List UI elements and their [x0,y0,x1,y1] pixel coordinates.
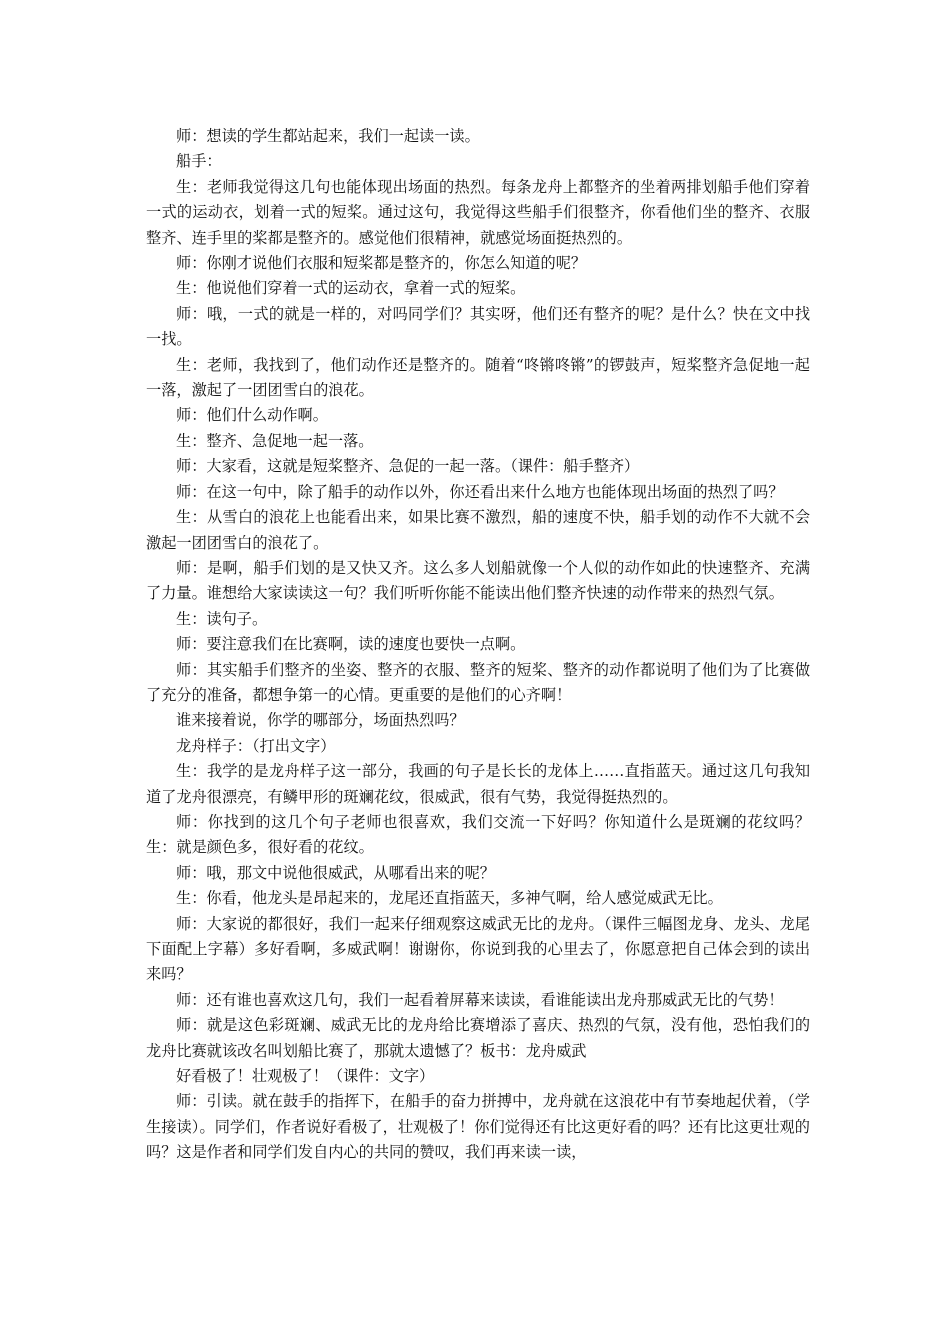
paragraph: 师：大家说的都很好，我们一起来仔细观察这威武无比的龙舟。（课件三幅图龙身、龙头、龙尾下面配上字幕）多好看啊，多威武啊！谢谢你，你说到我的心里去了，你愿意把自己体会到的读出来吗？ [146,914,810,984]
paragraph: 师：引读。就在鼓手的指挥下，在船手的奋力拼搏中，龙舟就在这浪花中有节奏地起伏着，（学生接读）。同学们，作者说好看极了，壮观极了！你们觉得还有比这更好看的吗？还有比这更壮观的吗？这是作者和同学们发自内心的共同的赞叹，我们再来读一读， [146,1092,810,1162]
paragraph: 师：哦，一式的就是一样的，对吗同学们？其实呀，他们还有整齐的呢？是什么？快在文中找一找。 [146,304,810,349]
paragraph: 谁来接着说，你学的哪部分，场面热烈吗？ [176,711,465,730]
paragraph: 好看极了！壮观极了！（课件：文字） [176,1067,435,1086]
paragraph: 师：想读的学生都站起来，我们一起读一读。 [176,127,480,145]
paragraph: 生：老师我觉得这几句也能体现出场面的热烈。每条龙舟上都整齐的坐着两排划船手他们穿着一式的运动衣，划着一式的短桨。通过这句，我觉得这些船手们很整齐，你看他们坐的整齐、衣服整齐、连手里的桨都是整齐的。感觉他们很精神，就感觉场面挺热烈的。 [146,177,810,247]
paragraph: 龙舟样子：（打出文字） [176,736,336,755]
paragraph: 生：整齐、急促地一起一落。 [176,431,374,450]
paragraph: 师：你找到的这几个句子老师也很喜欢，我们交流一下好吗？你知道什么是斑斓的花纹吗？生：就是颜色多，很好看的花纹。 [146,812,810,857]
paragraph: 师：其实船手们整齐的坐姿、整齐的衣服、整齐的短桨、整齐的动作都说明了他们为了比赛做了充分的准备，都想争第一的心情。更重要的是他们的心齐啊！ [146,660,810,704]
paragraph: 师：哦，那文中说他很威武，从哪看出来的呢？ [176,863,495,882]
paragraph: 生：从雪白的浪花上也能看出来，如果比赛不激烈，船的速度不快，船手划的动作不大就不会激起一团团雪白的浪花了。 [146,508,810,552]
paragraph: 生：他说他们穿着一式的运动衣，拿着一式的短桨。 [176,279,526,298]
paragraph: 师：他们什么动作啊。 [176,406,328,425]
paragraph: 生：你看，他龙头是昂起来的，龙尾还直指蓝天，多神气啊，给人感觉威武无比。 [176,889,723,908]
paragraph: 师：你刚才说他们衣服和短桨都是整齐的，你怎么知道的呢？ [176,254,587,273]
paragraph: 师：还有谁也喜欢这几句，我们一起看着屏幕来读读，看谁能读出龙舟那威武无比的气势！ [176,990,784,1009]
paragraph: 生：我学的是龙舟样子这一部分，我画的句子是长长的龙体上……直指蓝天。通过这几句我知道了龙舟很漂亮，有鳞甲形的斑斓花纹，很威武，很有气势，我觉得挺热烈的。 [146,762,810,806]
document-body [146,124,810,1166]
paragraph: 师：大家看，这就是短桨整齐、急促的一起一落。（课件：船手整齐） [176,457,640,476]
paragraph: 师：要注意我们在比赛啊，读的速度也要快一点啊。 [176,635,526,654]
paragraph: 师：就是这色彩斑斓、威武无比的龙舟给比赛增添了喜庆、热烈的气氛，没有他，恐怕我们的龙舟比赛就该改名叫划船比赛了，那就太遗憾了？板书：龙舟威武 [146,1016,810,1060]
paragraph: 师：是啊，船手们划的是又快又齐。这么多人划船就像一个人似的动作如此的快速整齐、充满了力量。谁想给大家读读这一句？我们听听你能不能读出他们整齐快速的动作带来的热烈气氛。 [146,558,810,603]
paragraph: 生：读句子。 [176,609,268,628]
paragraph: 生：老师，我找到了，他们动作还是整齐的。随着“咚锵咚锵”的锣鼓声，短桨整齐急促地一起一落，激起了一团团雪白的浪花。 [146,355,810,400]
paragraph: 师：在这一句中，除了船手的动作以外，你还看出来什么地方也能体现出场面的热烈了吗？ [176,482,784,501]
paragraph: 船手： [176,152,222,171]
